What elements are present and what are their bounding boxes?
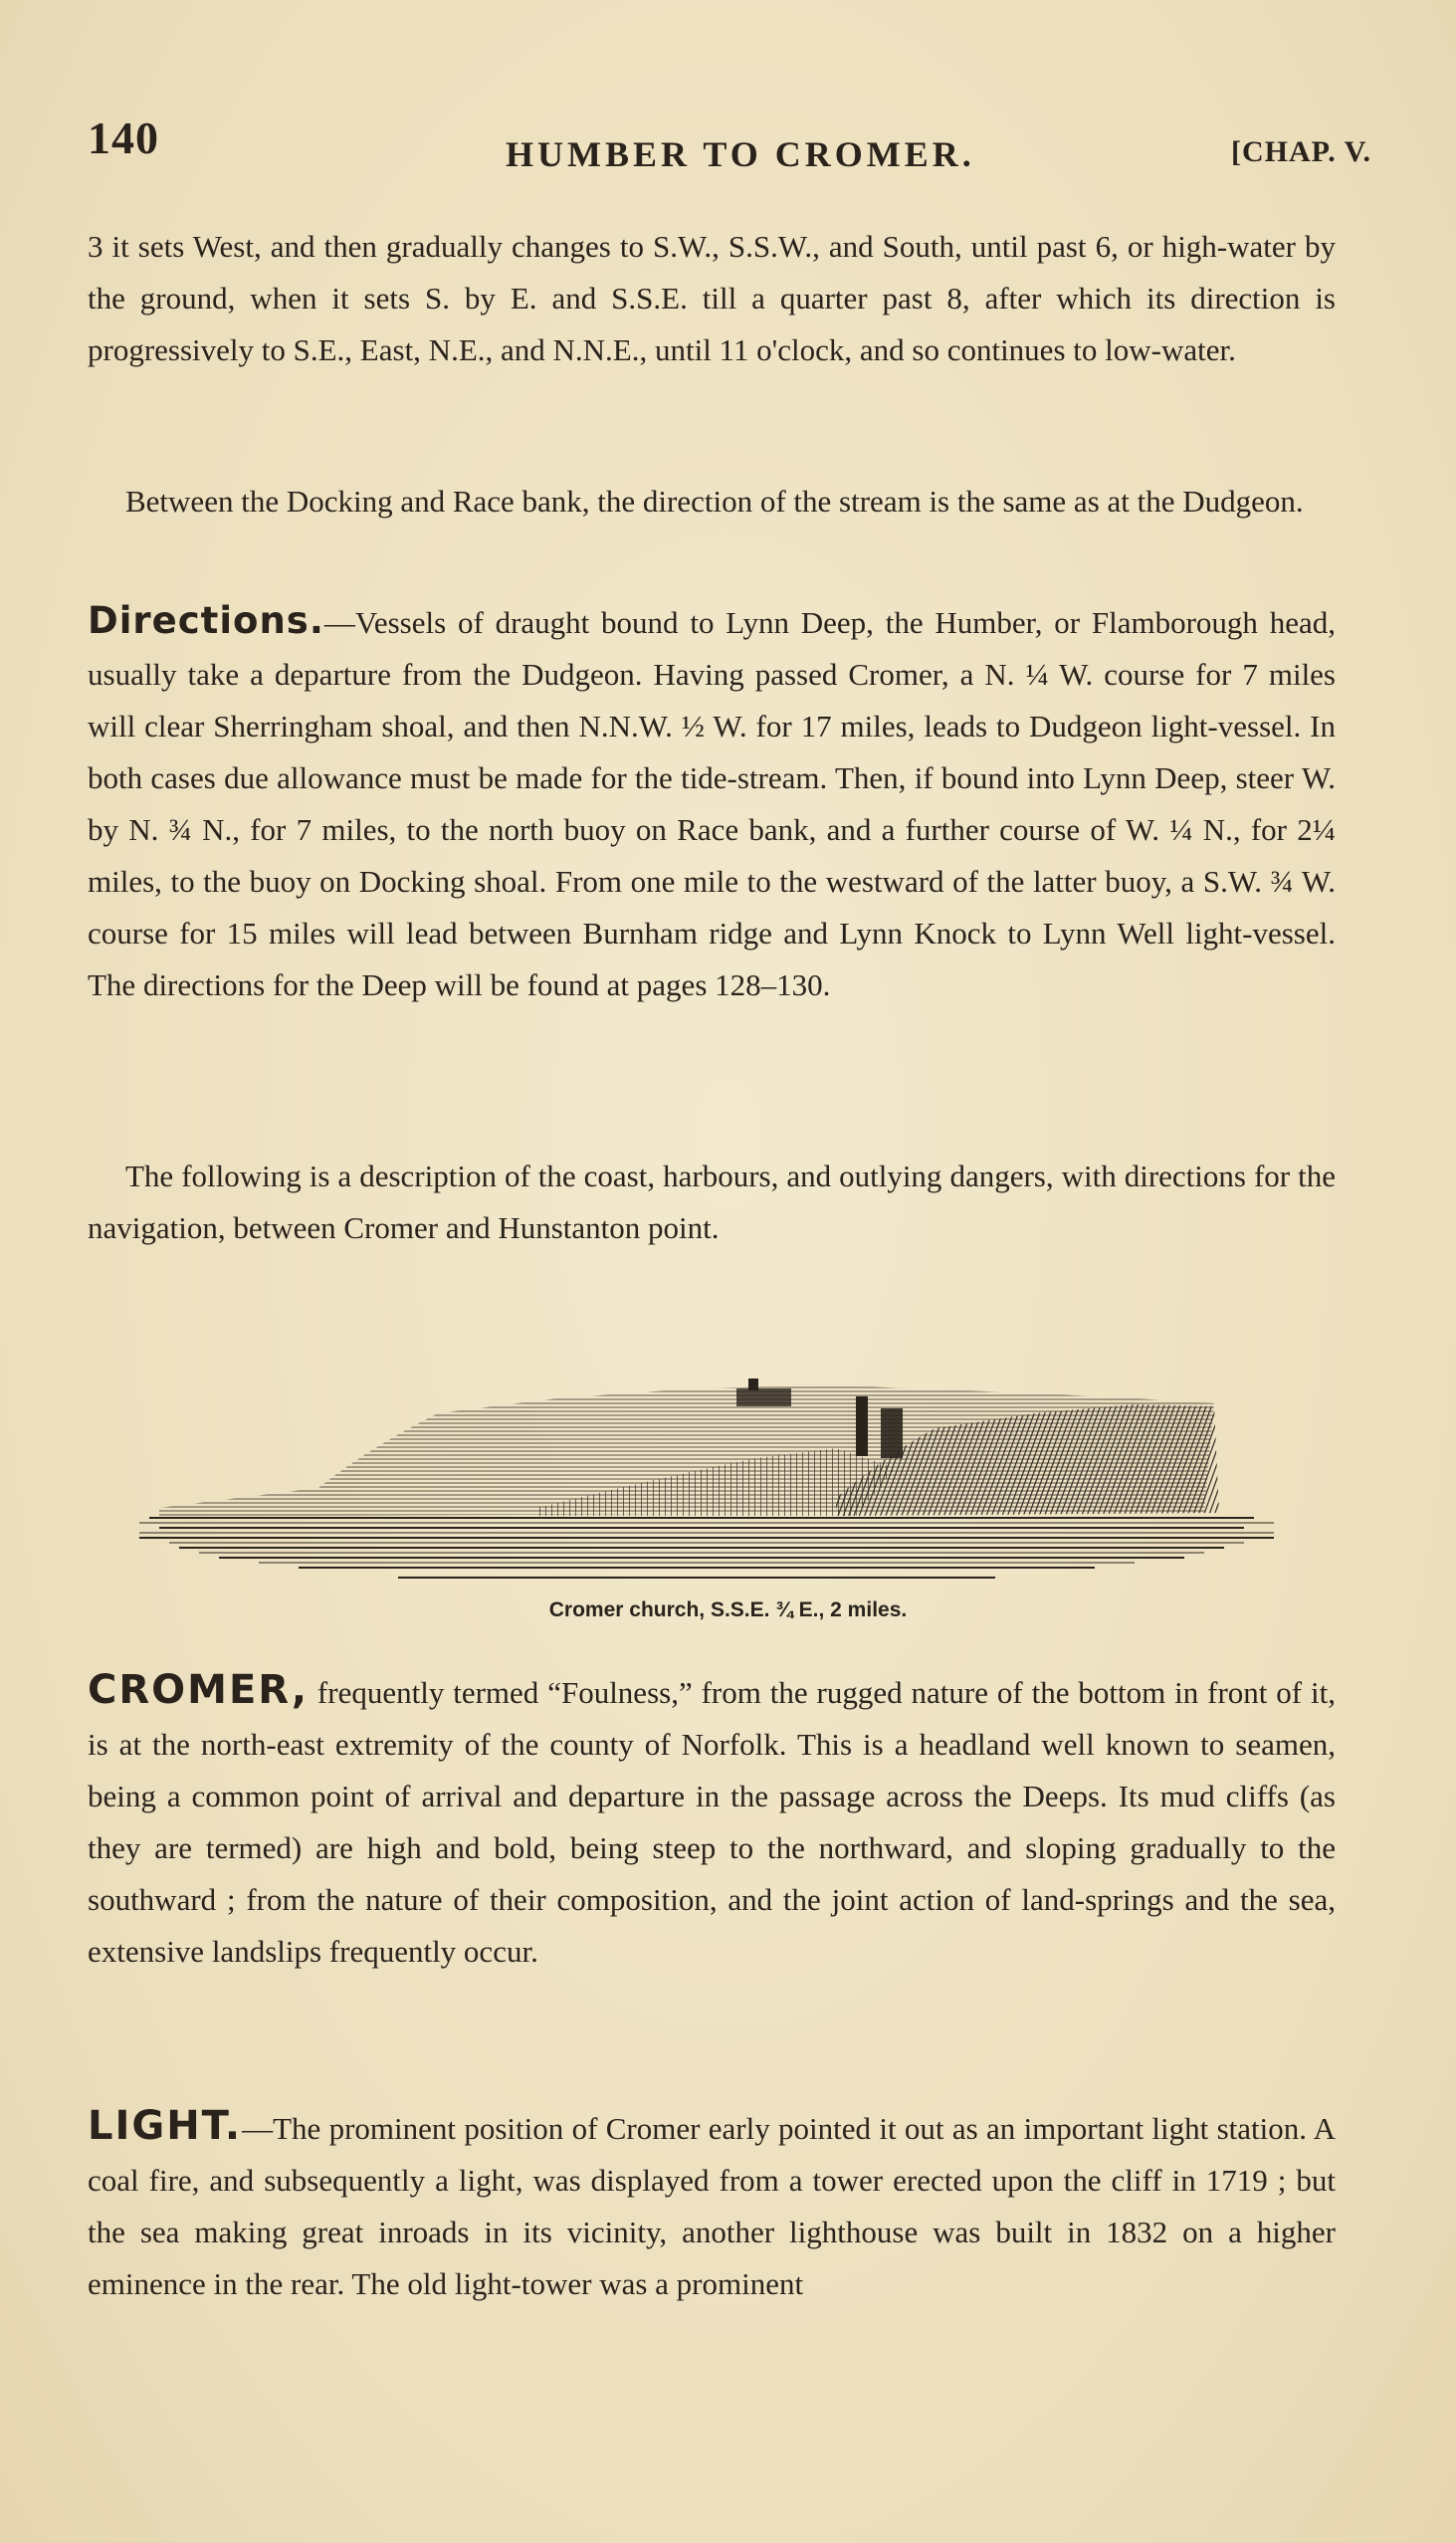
cromer-engraving: [139, 1339, 1274, 1592]
section-heading-directions: Directions.: [88, 599, 324, 642]
section-heading-cromer: CROMER,: [88, 1667, 310, 1713]
paragraph-text: —Vessels of draught bound to Lynn Deep, the Humber, or Flamborough head, usually take a departure from the Dudgeon. Having passed Cromer, a N. ¼ W. course for 7 miles will clear Sherringham shoal, and then N.N.W. ½ W. for 17 miles, leads to Dudgeon light-vessel. In both cases due allowance must be made for the tide-stream. Then, if bound into Lynn Deep, steer W. by N. ¾ N., for 7 miles, to the north buoy on Race bank, and a further course of W. ¼ N., for 2¼ miles, to the buoy on Docking shoal. From one mile to the westward of the latter buoy, a S.W. ¾ W. course for 15 miles will lead between Burnham ridge and Lynn Knock to Lynn Well light-vessel. The directions for the Deep will be found at pages 128–130.: [88, 605, 1336, 1002]
page-header: [88, 111, 1371, 181]
chapter-label: [CHAP. V.: [1231, 135, 1371, 168]
paragraph-text: The following is a description of the coast, harbours, and outlying dangers, with directions for the navigation, between Cromer and Hunstanton point.: [88, 1159, 1336, 1245]
paragraph-directions: [88, 595, 1336, 1011]
paragraph-text: Between the Docking and Race bank, the direction of the stream is the same as at the Dudgeon.: [125, 484, 1304, 519]
page-number: 140: [88, 112, 159, 163]
section-heading-light: LIGHT.: [88, 2103, 243, 2149]
paragraph-text: —The prominent position of Cromer early pointed it out as an important light station. A coal fire, and subsequently a light, was displayed from a tower erected upon the cliff in 1719 ; but the sea making great inroads in its vicinity, another lighthouse was built in 1832 on a higher eminence in the rear. The old light-tower was a prominent: [88, 2111, 1336, 2301]
running-title: HUMBER TO CROMER.: [506, 134, 975, 174]
paragraph-tide-continued: [88, 221, 1336, 376]
paragraph-following: [88, 1151, 1336, 1254]
figure-caption: Cromer church, S.S.E. ¾ E., 2 miles.: [548, 1598, 908, 1621]
cromer-cliff-illustration: [139, 1339, 1274, 1592]
paragraph-text: frequently termed “Foulness,” from the rugged nature of the bottom in front of it, is at the north-east extremity of the county of Norfolk. This is a headland well known to seamen, being a common point of arrival and departure in the passage across the Deeps. Its mud cliffs (as they are termed) are high and bold, being steep to the northward, and sloping gradually to the southward ; from the nature of their composition, and the joint action of land-springs and the sea, extensive landslips frequently occur.: [88, 1675, 1336, 1969]
paragraph-docking-race: [88, 476, 1336, 528]
paragraph-cromer: [88, 1664, 1336, 1978]
paragraph-light: [88, 2100, 1336, 2310]
paragraph-text: 3 it sets West, and then gradually changes to S.W., S.S.W., and South, until past 6, or high-water by the ground, when it sets S. by E. and S.S.E. till a quarter past 8, after which its direction is progressively to S.E., East, N.E., and N.N.E., until 11 o'clock, and so continues to low-water.: [88, 229, 1336, 367]
